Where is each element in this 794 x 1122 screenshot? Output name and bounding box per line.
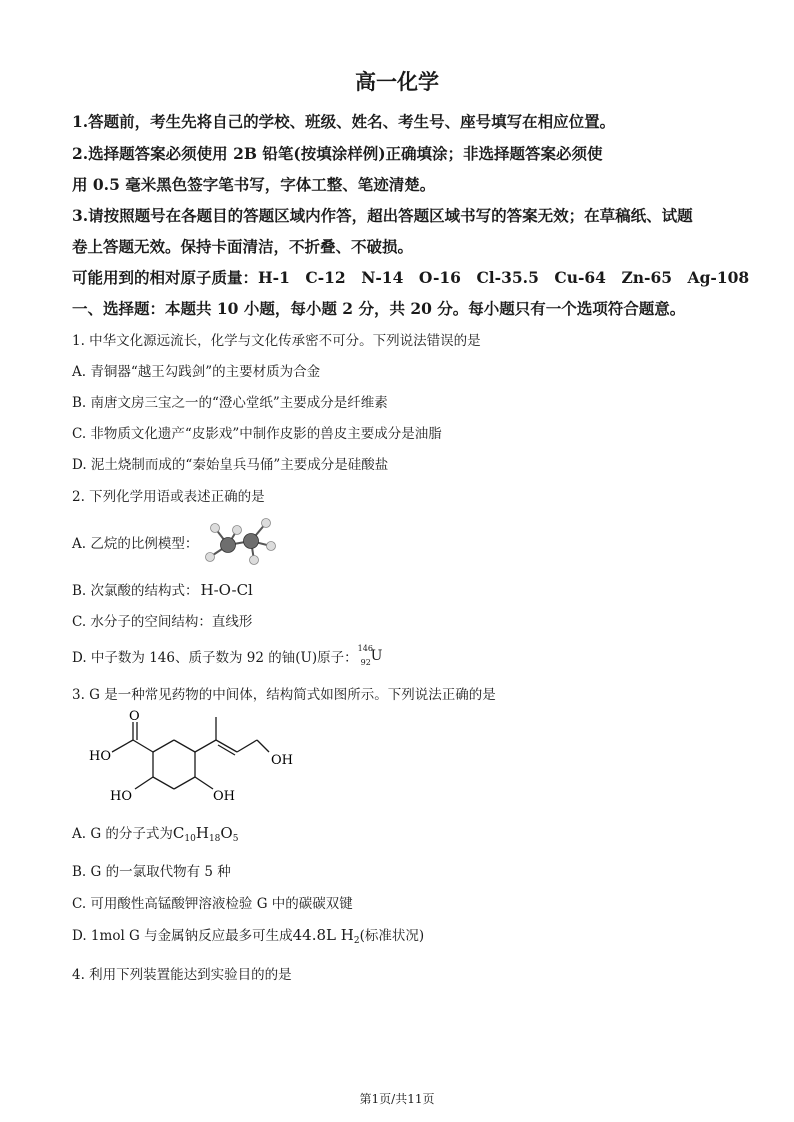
q1-option-d: D. 泥土烧制而成的“秦始皇兵马俑”主要成分是硅酸盐 <box>72 457 389 473</box>
q1-stem: 1. 中华文化源远流长，化学与文化传承密不可分。下列说法错误的是 <box>72 333 481 349</box>
nuclide-mass-number: 146 <box>357 644 373 653</box>
g-structure-image <box>85 705 305 805</box>
q2-option-b <box>72 579 253 599</box>
page-title: 高一化学 <box>355 69 439 94</box>
hydrogen-volume-value: 44.8L H <box>292 926 354 944</box>
q2-option-d <box>72 646 384 668</box>
formula-oxygen-count: 5 <box>232 834 239 844</box>
hydrogen-subscript: 2 <box>353 936 360 946</box>
q3-option-d-tail: (标准状况) <box>359 928 425 944</box>
instruction-3b: 卷上答题无效。保持卡面清洁，不折叠、不破损。 <box>72 237 414 256</box>
formula-carbon: C <box>172 824 185 842</box>
q2-stem: 2. 下列化学用语或表述正确的是 <box>72 489 265 505</box>
q1-option-b: B. 南唐文房三宝之一的“澄心堂纸”主要成分是纤维素 <box>72 395 388 411</box>
hydrogen-atom <box>206 553 215 562</box>
q2-option-a: A. 乙烷的比例模型： <box>72 536 199 552</box>
hypochlorous-formula: H-O-Cl <box>200 581 253 599</box>
chain-hydroxyl-label: OH <box>271 753 293 768</box>
instruction-1: 1.答题前，考生先将自己的学校、班级、姓名、考生号、座号填写在相应位置。 <box>72 112 616 131</box>
hydrogen-atom <box>267 542 276 551</box>
q3-option-d-label: D. 1mol G 与金属钠反应最多可生成 <box>72 928 293 944</box>
instruction-2a: 2.选择题答案必须使用 2B 铅笔(按填涂样例)正确填涂；非选择题答案必须使 <box>72 144 603 163</box>
carbonyl-oxygen-label: O <box>129 709 140 724</box>
q3-option-d <box>72 924 424 946</box>
section-heading: 一、选择题：本题共 10 小题，每小题 2 分，共 20 分。每小题只有一个选项符合题意。 <box>72 299 686 318</box>
acid-hydroxyl-label: HO <box>89 749 111 764</box>
q3-option-b: B. G 的一氯取代物有 5 种 <box>72 864 231 880</box>
formula-hydrogen-count: 18 <box>208 834 221 844</box>
atomic-mass-line: 可能用到的相对原子质量：H-1 C-12 N-14 O-16 Cl-35.5 Cu-64 Zn-65 Ag-108 <box>72 268 750 287</box>
nuclide-atomic-number: 92 <box>360 658 371 667</box>
q2-option-d-label: D. 中子数为 146、质子数为 92 的铀(U)原子： <box>72 650 358 666</box>
hydrogen-atom <box>250 556 259 565</box>
instruction-2b: 用 0.5 毫米黑色签字笔书写，字体工整、笔迹清楚。 <box>72 175 436 194</box>
hydrogen-volume <box>293 926 360 944</box>
ethane-model-image <box>196 508 286 568</box>
q1-option-c: C. 非物质文化遗产“皮影戏”中制作皮影的兽皮主要成分是油脂 <box>72 426 442 442</box>
q3-stem: 3. G 是一种常见药物的中间体，结构简式如图所示。下列说法正确的是 <box>72 687 496 703</box>
ring-hydroxyl-left-label: HO <box>110 789 132 804</box>
nuclide-symbol: U <box>370 648 383 664</box>
carbon-atom <box>244 534 259 549</box>
formula-carbon-count: 10 <box>184 834 196 844</box>
hydrogen-atom <box>233 526 242 535</box>
instruction-3a: 3.请按照题号在各题目的答题区域内作答，超出答题区域书写的答案无效；在草稿纸、试题 <box>72 206 693 225</box>
q2-option-b-label: B. 次氯酸的结构式： <box>72 583 199 599</box>
formula-oxygen: O <box>220 824 233 842</box>
q3-option-c: C. 可用酸性高锰酸钾溶液检验 G 中的碳碳双键 <box>72 896 353 912</box>
q3-option-a <box>72 822 238 844</box>
q3-option-a-label: A. G 的分子式为 <box>72 826 173 842</box>
hydrogen-atom <box>211 524 220 533</box>
carbon-atom <box>221 538 236 553</box>
structure-bonds <box>112 717 269 789</box>
q2-option-c: C. 水分子的空间结构：直线形 <box>72 614 253 630</box>
molecular-formula <box>173 824 239 842</box>
ring-hydroxyl-right-label: OH <box>213 789 235 804</box>
page-footer: 第1页/共11页 <box>359 1092 435 1106</box>
uranium-nuclide <box>357 644 384 668</box>
q4-stem: 4. 利用下列装置能达到实验目的的是 <box>72 967 292 983</box>
formula-hydrogen: H <box>195 824 209 842</box>
q1-option-a: A. 青铜器“越王勾践剑”的主要材质为合金 <box>72 364 321 380</box>
hydrogen-atom <box>262 519 271 528</box>
